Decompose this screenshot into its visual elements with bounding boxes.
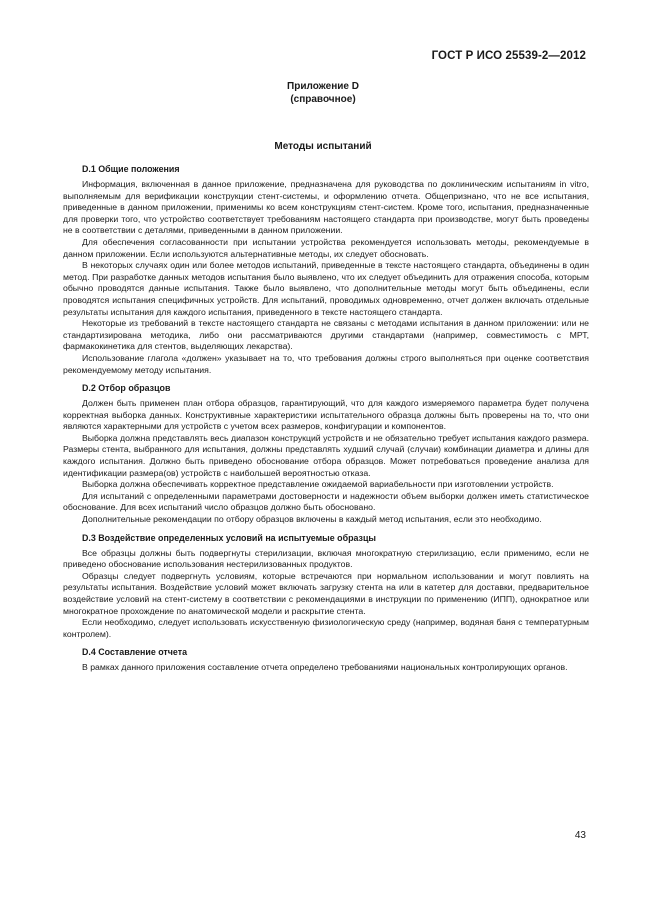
paragraph: В рамках данного приложения составление отчета определено требованиями национальных контролирующих органов. — [82, 662, 568, 673]
paragraph: Дополнительные рекомендации по отбору образцов включены в каждый метод испытания, если это необходимо. — [82, 514, 542, 525]
page-title: Методы испытаний — [274, 141, 372, 152]
paragraph: Образцы следует подвергнуть условиям, которые встречаются при нормальном использовании и могут повлиять на результаты испытания. Воздействие условий может включать загрузку стента на или в катетер для доставки, предварительное воздействие условий на стент-систему в соответствии с рекомендациями в инструкции по применению (ИПП), однократное или многократное прохождение по анатомической модели и раскрытие стента. — [63, 570, 589, 616]
paragraph: Для обеспечения согласованности при испытании устройства рекомендуется использовать методы, рекомендуемые в данном приложении. Если используются альтернативные методы, их следует обосновать. — [63, 236, 589, 259]
paragraph: Должен быть применен план отбора образцов, гарантирующий, что для каждого измеряемого параметра будет получена корректная выборка данных. Конструктивные характеристики испытательного образца должны быть проверены на то, что они являются характерными для устройств с учетом всех размеров, конфигурации и компонентов. — [63, 398, 589, 432]
section-heading: D.2 Отбор образцов — [82, 383, 171, 394]
section-heading: D.3 Воздействие определенных условий на испытуемые образцы — [82, 532, 376, 543]
section-heading: D.1 Общие положения — [82, 164, 180, 174]
page-number: 43 — [574, 830, 586, 841]
annex-type: (справочное) — [290, 94, 356, 105]
paragraph: Все образцы должны быть подвергнуты стерилизации, включая многократную стерилизацию, если применимо, если не приведено обоснование использования нестерилизованных продуктов. — [63, 547, 589, 570]
annex-label: Приложение D — [287, 81, 359, 92]
section-heading: D.4 Составление отчета — [82, 647, 188, 658]
paragraph: Выборка должна обеспечивать корректное представление ожидаемой вариабельности при изготовлении устройств. — [82, 479, 554, 490]
paragraph: Если необходимо, следует использовать искусственную физиологическую среду (например, водяная баня с температурным контролем). — [63, 617, 589, 639]
paragraph: Для испытаний с определенными параметрами достоверности и надежности объем выборки должен иметь статистическое обоснование. Для всех испытаний число образцов должно быть обосновано. — [63, 490, 589, 513]
paragraph: Использование глагола «должен» указывает на то, что требования должны строго выполняться при оценке соответствия рекомендуемому методу испытания. — [63, 352, 589, 375]
annex-heading — [0, 80, 646, 106]
paragraph: Некоторые из требований в тексте настоящего стандарта не связаны с методами испытания в данном приложении: или не стандартизирована методика, либо они рассматриваются другими стандартами (например, совместимость с МРТ, фармакокинетика для стентов, выделяющих лекарства). — [63, 318, 589, 352]
paragraph: Выборка должна представлять весь диапазон конструкций устройств и не обязательно требует испытания каждого размера. Размеры стента, выбранного для испытания, должны представлять худший случай (случаи) комбинации диаметра и длины для каждого испытания. Должно быть приведено обоснование отбора образцов. Может потребоваться проведение анализа для идентификации размера(ов) устройств с наибольшей вероятностью отказа. — [63, 432, 589, 478]
paragraph: В некоторых случаях один или более методов испытаний, приведенные в тексте настоящего стандарта, объединены в один метод. При разработке данных методов испытания было выявлено, что их следует объединить для отражения способа, которым обычно проводятся данные испытания. Также было выявлено, что дополнительные методы могут быть объединены, если проводятся испытания специфичных устройств. Для испытаний, проводимых одновременно, отчет должен включать отдельные результаты испытания для каждого испытания, приведенного в тексте настоящего стандарта. — [63, 260, 589, 317]
standard-code: ГОСТ Р ИСО 25539-2—2012 — [431, 50, 586, 62]
paragraph: Информация, включенная в данное приложение, предназначена для руководства по доклиническим испытаниям in vitro, выполняемым для верификации конструкции стент-системы, и оформлению отчета. Общепризнано, что не все испытания, приведенные в данном приложении, применимы ко всем конструкциям стент-систем. Кроме того, испытания, предназначенные для проверки того, что устройство соответствует требованиям настоящего стандарта при производстве, могут быть проведены не в соответствии с деталями, приведенными в данном приложении. — [63, 179, 589, 236]
document-body — [63, 163, 589, 674]
